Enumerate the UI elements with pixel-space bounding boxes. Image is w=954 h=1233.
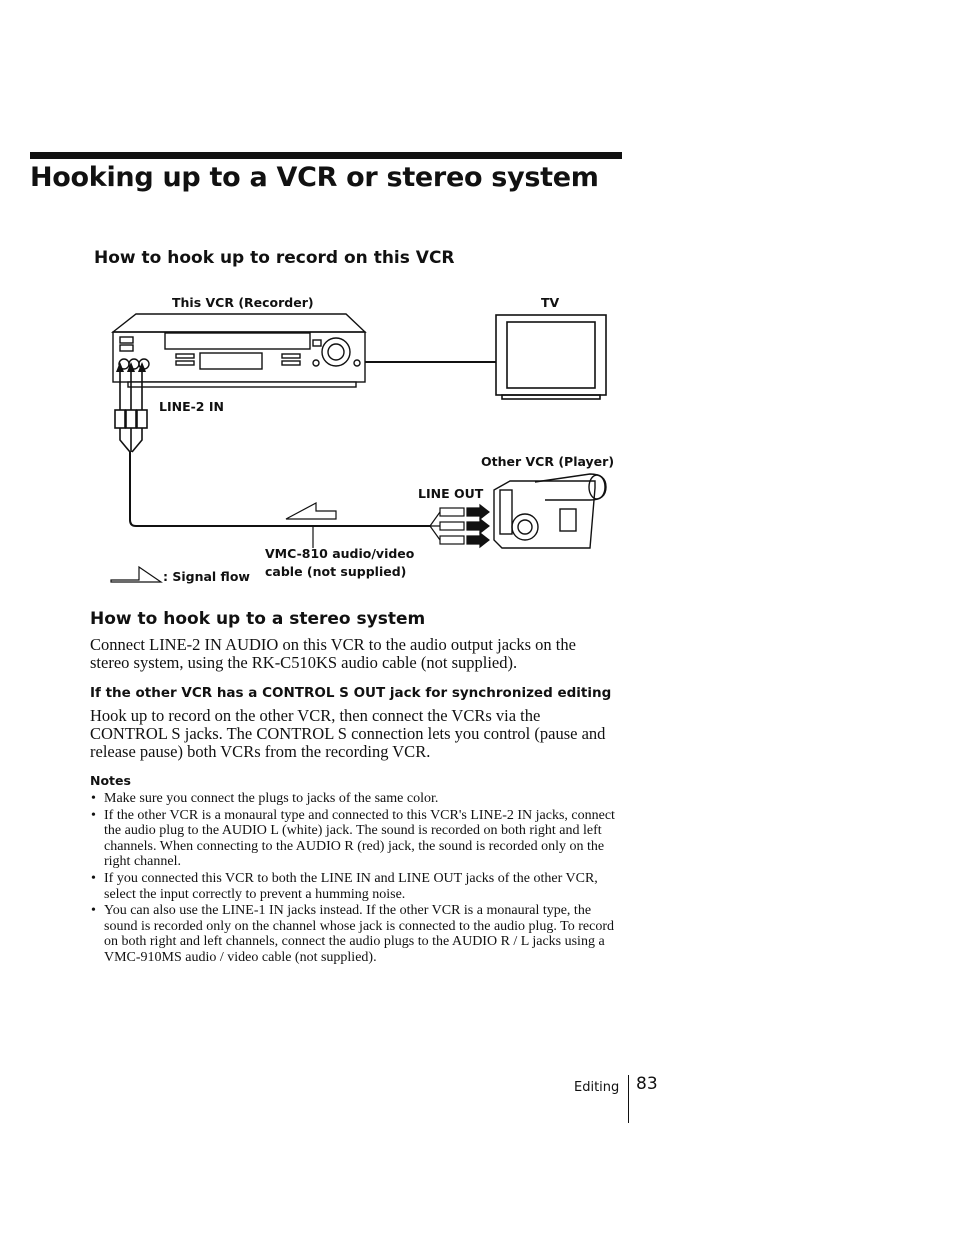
input-arrow-1 <box>116 362 124 372</box>
camcorder-illustration <box>494 474 606 548</box>
player-label: Other VCR (Player) <box>481 454 615 469</box>
note-item: • Make sure you connect the plugs to jacks of the same color. <box>90 791 620 807</box>
control-s-body-text <box>90 707 630 761</box>
page-number: 83 <box>636 1074 658 1094</box>
control-s-body-line-3: release pause) both VCRs from the recording VCR. <box>90 742 431 761</box>
signal-flow-legend-icon <box>111 567 161 582</box>
stereo-body-line-1: Connect LINE-2 IN AUDIO on this VCR to the audio output jacks on the <box>90 635 576 654</box>
control-s-body-line-1: Hook up to record on the other VCR, then connect the VCRs via the <box>90 706 541 725</box>
section-heading-record: How to hook up to record on this VCR <box>94 248 455 268</box>
section-heading-stereo: How to hook up to a stereo system <box>90 609 426 629</box>
recorder-vcr-illustration <box>113 314 365 387</box>
hookup-diagram <box>0 0 954 600</box>
footer-divider <box>628 1075 629 1123</box>
stereo-body-text <box>90 636 630 672</box>
line-out-label: LINE OUT <box>418 486 484 501</box>
notes-list <box>90 791 620 967</box>
page-title: Hooking up to a VCR or stereo system <box>30 162 599 193</box>
footer-section-name: Editing <box>574 1080 620 1095</box>
recorder-label: This VCR (Recorder) <box>172 295 314 310</box>
control-s-body-line-2: CONTROL S jacks. The CONTROL S connection lets you control (pause and <box>90 724 606 743</box>
note-item: • If you connected this VCR to both the LINE IN and LINE OUT jacks of the other VCR, select the input correctly to prevent a humming noise. <box>90 871 620 902</box>
input-plugs <box>115 372 430 526</box>
line2-in-label: LINE-2 IN <box>159 399 224 414</box>
note-item: • You can also use the LINE-1 IN jacks instead. If the other VCR is a monaural type, the sound is recorded only on the channel whose jack is connected to the audio plug. To record on both right and left channels, connect the audio plugs to the AUDIO R / L jacks using a VMC-910MS audio / video cable (not supplied). <box>90 903 620 965</box>
stereo-body-line-2: stereo system, using the RK-C510KS audio cable (not supplied). <box>90 653 518 672</box>
output-plugs <box>430 505 489 547</box>
cable-label-line1: VMC-810 audio/video <box>265 546 415 561</box>
section-heading-control-s: If the other VCR has a CONTROL S OUT jack for synchronized editing <box>90 685 612 701</box>
cable-label-line2: cable (not supplied) <box>265 564 407 579</box>
notes-heading: Notes <box>90 773 131 788</box>
tv-label: TV <box>541 295 560 310</box>
note-item: • If the other VCR is a monaural type and connected to this VCR's LINE-2 IN jacks, connect the audio plug to the AUDIO L (white) jack. The sound is recorded on both right and left channels. When connecting to the AUDIO R (red) jack, the sound is recorded only on the right channel. <box>90 808 620 870</box>
tv-illustration <box>365 315 606 399</box>
signal-flow-label: : Signal flow <box>163 569 250 584</box>
